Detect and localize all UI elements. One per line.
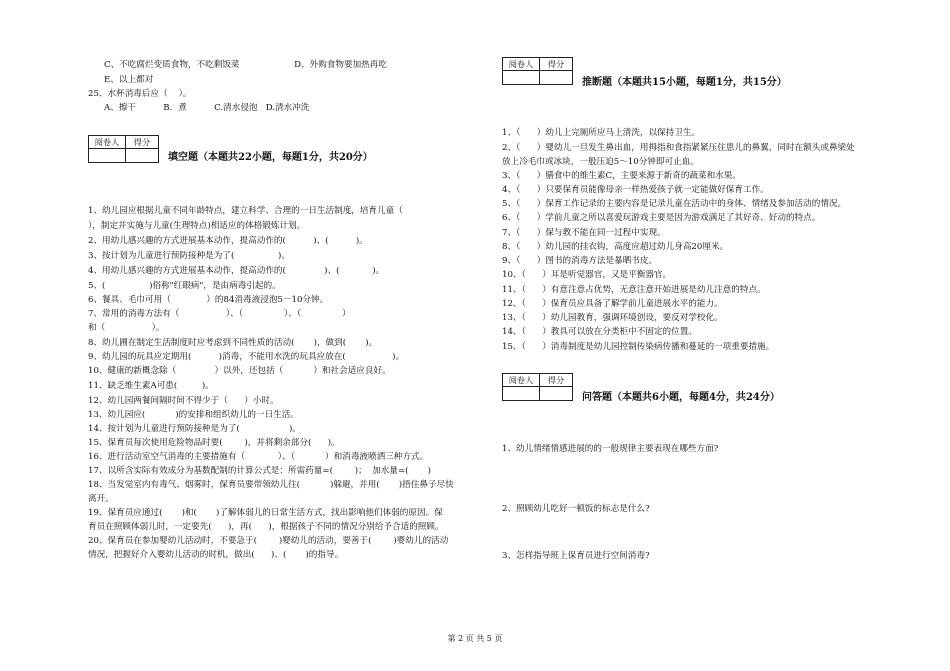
option-line: 25、水杯消毒后应（ ）。 bbox=[88, 89, 192, 99]
scorer-table-fill bbox=[88, 135, 159, 163]
question-line: 15、保育员每次使用危险物品时要( )，并将剩余部分( )。 bbox=[88, 438, 340, 448]
section-title-judge: 推断题（本题共15小题，每题1分，共15分） bbox=[582, 77, 787, 88]
option-line: A、擦干 B．煮 C.清水侵泡 D.清水冲洗 bbox=[104, 103, 310, 113]
score-label: 得分 bbox=[126, 136, 159, 149]
section-title-qa: 问答题（本题共6小题，每题4分，共24分） bbox=[582, 392, 780, 403]
judgement-line: 2、（ ）婴幼儿一旦发生鼻出血，用拇指和食指紧紧压住患儿的鼻翼，同时在额头或鼻梁处 bbox=[502, 143, 855, 153]
judgement-line: 13、（ ）幼儿园教育，强调环境创设，要反对学校化。 bbox=[502, 313, 723, 323]
question-line: 18、当发觉室内有毒气、烟雾时，保育员要带领幼儿往( )躲避，并用( )捂住鼻子尽快 bbox=[88, 480, 454, 490]
option-line: E、以上都对 bbox=[104, 75, 154, 85]
question-line: 8、幼儿圃在制定生活制度时应考虑到不同性质的活动( )，做到( )。 bbox=[88, 338, 378, 348]
question-line: 20、保育员在参加婴幼儿活动时，不要急于( )婴幼儿的活动，要善于( )婴幼儿的活动 bbox=[88, 536, 449, 546]
scorer-label: 阅卷人 bbox=[503, 58, 540, 71]
question-line: 16、进行活动室空气消毒的主要措施有（ ）、（ ）和消毒液喷洒三种方式。 bbox=[88, 452, 429, 462]
option-line: C、不吃腐烂变质食物，不吃剩饭菜 D、外购食物要加热再吃 bbox=[104, 60, 387, 70]
question-line: 1、幼儿园应根据儿童不同年龄特点，建立科学、合理的一日生活制度，培育儿童（ bbox=[88, 206, 403, 216]
scorer-label: 阅卷人 bbox=[503, 374, 540, 387]
question-line: 7、常用的消毒方法有（ ）、（ ）、（ ） bbox=[88, 309, 351, 319]
qa-line: 1、幼儿情绪情感进展的的一般规律主要表现在哪些方面? bbox=[502, 444, 719, 454]
question-line: 3、按计划为儿童进行预防接种是为了( )。 bbox=[88, 251, 290, 261]
question-line: 2、用幼儿感兴趣的方式进展基本动作，提高动作的( )、( )。 bbox=[88, 236, 368, 246]
judgement-line: 4、（ ）只要保育员能像母亲一样热爱孩子就一定能做好保育工作。 bbox=[502, 185, 769, 195]
question-line: ），制定并实施与儿童(生理特点)相适应的体格锻炼计划。 bbox=[88, 221, 306, 231]
question-line: 4、用幼儿感兴趣的方式进展基本动作，提高动作的( )、( )。 bbox=[88, 266, 385, 276]
question-line: 17、以所含实际有效成分为基数配制的计算公式是：所需药量=( )； 加水量=( ) bbox=[88, 466, 432, 476]
score-label: 得分 bbox=[540, 374, 573, 387]
scorer-table-judge bbox=[502, 57, 573, 85]
score-label: 得分 bbox=[540, 58, 573, 71]
judgement-line: 6、（ ）学前儿童之所以喜爱玩游戏主要是因为游戏满足了其好奇、好动的特点。 bbox=[502, 213, 821, 223]
scorer-cell[interactable] bbox=[503, 71, 540, 85]
question-line: 14、按计划为儿童进行预防接种是为了( )。 bbox=[88, 424, 301, 434]
judgement-line: 3、（ ）膳食中的维生素C，主要来源于新奇的蔬菜和水果。 bbox=[502, 171, 741, 181]
question-line: 和（ ）。 bbox=[88, 323, 165, 333]
question-line: 6、餐具、毛巾可用（ ）的84消毒液浸泡5－10分钟。 bbox=[88, 295, 329, 305]
scorer-cell[interactable] bbox=[89, 149, 126, 163]
qa-line: 2、照顾幼儿吃好一顿饭的标志是什么? bbox=[502, 504, 650, 514]
judgement-line: 11、（ ）有意注意占优势，无意注意开始进展是幼儿注意的特点。 bbox=[502, 285, 766, 295]
judgement-line: 8、（ ）幼儿园的挂衣钩，高度应超过幼儿身高20厘米。 bbox=[502, 242, 729, 252]
scorer-label: 阅卷人 bbox=[89, 136, 126, 149]
question-line: 育员在照顾体弱儿时，一定要先( )，再( )，根据孩子不同的情况分别给予合适的照顾。 bbox=[88, 522, 444, 532]
question-line: 12、幼儿园两餐间隔时间不得少于（ ）小时。 bbox=[88, 396, 279, 406]
qa-line: 3、怎样指导班上保育员进行空间消毒? bbox=[502, 551, 650, 561]
score-cell[interactable] bbox=[540, 71, 573, 85]
page-footer: 第 2 页 共 5 页 bbox=[447, 634, 503, 643]
question-line: 13、幼儿园应( )的安排和组织幼儿的一日生活。 bbox=[88, 410, 299, 420]
judgement-line: 10、（ ）耳是听觉器官，又是平衡器官。 bbox=[502, 270, 672, 280]
score-cell[interactable] bbox=[126, 149, 159, 163]
section-title-fill: 填空题（本题共22小题，每题1分，共20分） bbox=[168, 152, 373, 163]
judgement-line: 12、（ ）保育员应具备了解学前儿童进展水平的能力。 bbox=[502, 299, 723, 309]
question-line: 11、缺乏维生素A可患( )。 bbox=[88, 381, 214, 391]
question-line: 19、保育员应通过( )和( )了解体弱儿的日常生活方式，找出影响他们体弱的原因。保 bbox=[88, 508, 443, 518]
score-cell[interactable] bbox=[540, 387, 573, 401]
judgement-line: 7、（ ）保与教不能在同一过程中实现。 bbox=[502, 228, 666, 238]
scorer-cell[interactable] bbox=[503, 387, 540, 401]
question-line: 9、幼儿园的玩具应定期用( )消毒，不能用水洗的玩具应放在( )。 bbox=[88, 352, 405, 362]
judgement-line: 1、（ ）幼儿上完厕所应马上清洗，以保持卫生。 bbox=[502, 128, 701, 138]
judgement-line: 5、（ ）保育工作记录的主要内容是记录儿童在活动中的身体、情绪及参加活动的情况。 bbox=[502, 199, 847, 209]
scorer-table-qa bbox=[502, 373, 573, 401]
question-line: 5、( )俗称"红眼病"，是由病毒引起的。 bbox=[88, 281, 281, 291]
judgement-line: 放上冷毛巾或冰块，一般压迫5～10分钟即可止血。 bbox=[502, 157, 699, 167]
judgement-line: 14、（ ）教具可以放在分类柜中不固定的位置。 bbox=[502, 327, 697, 337]
question-line: 离开。 bbox=[88, 494, 114, 504]
judgement-line: 9、（ ）图书的消毒方法是暴晒书皮。 bbox=[502, 256, 658, 266]
question-line: 10、健康的新概念除（ ）以外，还包括（ ）和社会适应良好。 bbox=[88, 366, 391, 376]
judgement-line: 15、（ ）消毒制度是幼儿园控制传染病传播和蔓延的一项重要措施。 bbox=[502, 342, 775, 352]
question-line: 情况，把握好介入婴幼儿活动的时机，做出( )、( )的指导。 bbox=[88, 550, 344, 560]
